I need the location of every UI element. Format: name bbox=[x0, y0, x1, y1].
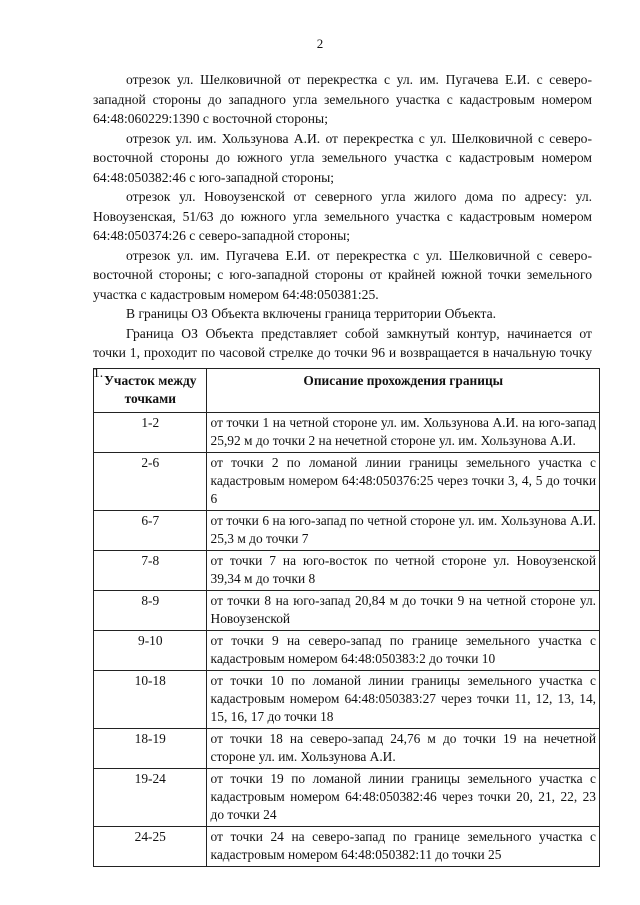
description-cell: от точки 9 на северо-запад по границе земельного участка с кадастровым номером 64:48:050383:2 до точки 10 bbox=[206, 631, 599, 671]
page-number: 2 bbox=[316, 36, 324, 51]
paragraph-street-khol-zunova: отрезок ул. им. Хользунова А.И. от перекрестка с ул. Шелковичной с северо-восточной стороны до южного угла земельного участка с кадастровым номером 64:48:050382:46 с юго-западной стороны; bbox=[93, 130, 592, 185]
table-row bbox=[94, 551, 600, 591]
paragraph-street-novouzenskaya: отрезок ул. Новоузенской от северного угла жилого дома по адресу: ул. Новоузенская, 51/63 до южного угла земельного участка с кадастровым номером 64:48:050374:26 с северо-западной стороны; bbox=[93, 189, 592, 243]
table-row bbox=[94, 671, 600, 729]
segment-cell: 6-7 bbox=[94, 511, 207, 551]
header-description: Описание прохождения границы bbox=[206, 369, 599, 413]
paragraph-street-pugacheva: отрезок ул. им. Пугачева Е.И. от перекрестка с ул. Шелковичной с северо-восточной стороны; с юго-западной стороны от крайней южной точки земельного участка с кадастровым номером 64:48:050381:25. bbox=[93, 247, 592, 302]
description-cell: от точки 2 по ломаной линии границы земельного участка с кадастровым номером 64:48:050376:25 через точки 3, 4, 5 до точки 6 bbox=[206, 453, 599, 511]
header-segment: Участок между точками bbox=[94, 369, 207, 413]
segment-cell: 18-19 bbox=[94, 729, 207, 769]
description-cell: от точки 10 по ломаной линии границы земельного участка с кадастровым номером 64:48:050383:27 через точки 11, 12, 13, 14, 15, 16, 17 до точки 18 bbox=[206, 671, 599, 729]
segment-cell: 8-9 bbox=[94, 591, 207, 631]
description-cell: от точки 8 на юго-запад 20,84 м до точки 9 на четной стороне ул. Новоузенской bbox=[206, 591, 599, 631]
table-row bbox=[94, 729, 600, 769]
table-row bbox=[94, 631, 600, 671]
segment-cell: 10-18 bbox=[94, 671, 207, 729]
segment-cell: 1-2 bbox=[94, 413, 207, 453]
table-row bbox=[94, 769, 600, 827]
table-header-row bbox=[94, 369, 600, 413]
boundary-table bbox=[93, 368, 600, 867]
segment-cell: 2-6 bbox=[94, 453, 207, 511]
description-cell: от точки 24 на северо-запад по границе земельного участка с кадастровым номером 64:48:050382:11 до точки 25 bbox=[206, 827, 599, 867]
paragraph-boundary-includes: В границы ОЗ Объекта включены граница территории Объекта. bbox=[126, 306, 497, 321]
segment-cell: 24-25 bbox=[94, 827, 207, 867]
description-cell: от точки 6 на юго-запад по четной стороне ул. им. Хользунова А.И. 25,3 м до точки 7 bbox=[206, 511, 599, 551]
segment-cell: 19-24 bbox=[94, 769, 207, 827]
paragraph-boundary-contour: Граница ОЗ Объекта представляет собой замкнутый контур, начинается от точки 1, проходит по часовой стрелке до точки 96 и возвращается в начальную точку 1. bbox=[93, 325, 592, 380]
paragraph-street-shelkovichnaya: отрезок ул. Шелковичной от перекрестка с ул. им. Пугачева Е.И. с северо-западной стороны до западного угла земельного участка с кадастровым номером 64:48:060229:1390 с восточной стороны; bbox=[93, 72, 592, 126]
description-cell: от точки 7 на юго-восток по четной стороне ул. Новоузенской 39,34 м до точки 8 bbox=[206, 551, 599, 591]
description-cell: от точки 18 на северо-запад 24,76 м до точки 19 на нечетной стороне ул. им. Хользунова А.И. bbox=[206, 729, 599, 769]
description-cell: от точки 19 по ломаной линии границы земельного участка с кадастровым номером 64:48:050382:46 через точки 20, 21, 22, 23 до точки 24 bbox=[206, 769, 599, 827]
table-row bbox=[94, 591, 600, 631]
table-row bbox=[94, 827, 600, 867]
table-row bbox=[94, 453, 600, 511]
description-cell: от точки 1 на четной стороне ул. им. Хользунова А.И. на юго-запад 25,92 м до точки 2 на нечетной стороне ул. им. Хользунова А.И. bbox=[206, 413, 599, 453]
body-text bbox=[93, 70, 592, 382]
segment-cell: 7-8 bbox=[94, 551, 207, 591]
table-row bbox=[94, 511, 600, 551]
table-row bbox=[94, 413, 600, 453]
segment-cell: 9-10 bbox=[94, 631, 207, 671]
